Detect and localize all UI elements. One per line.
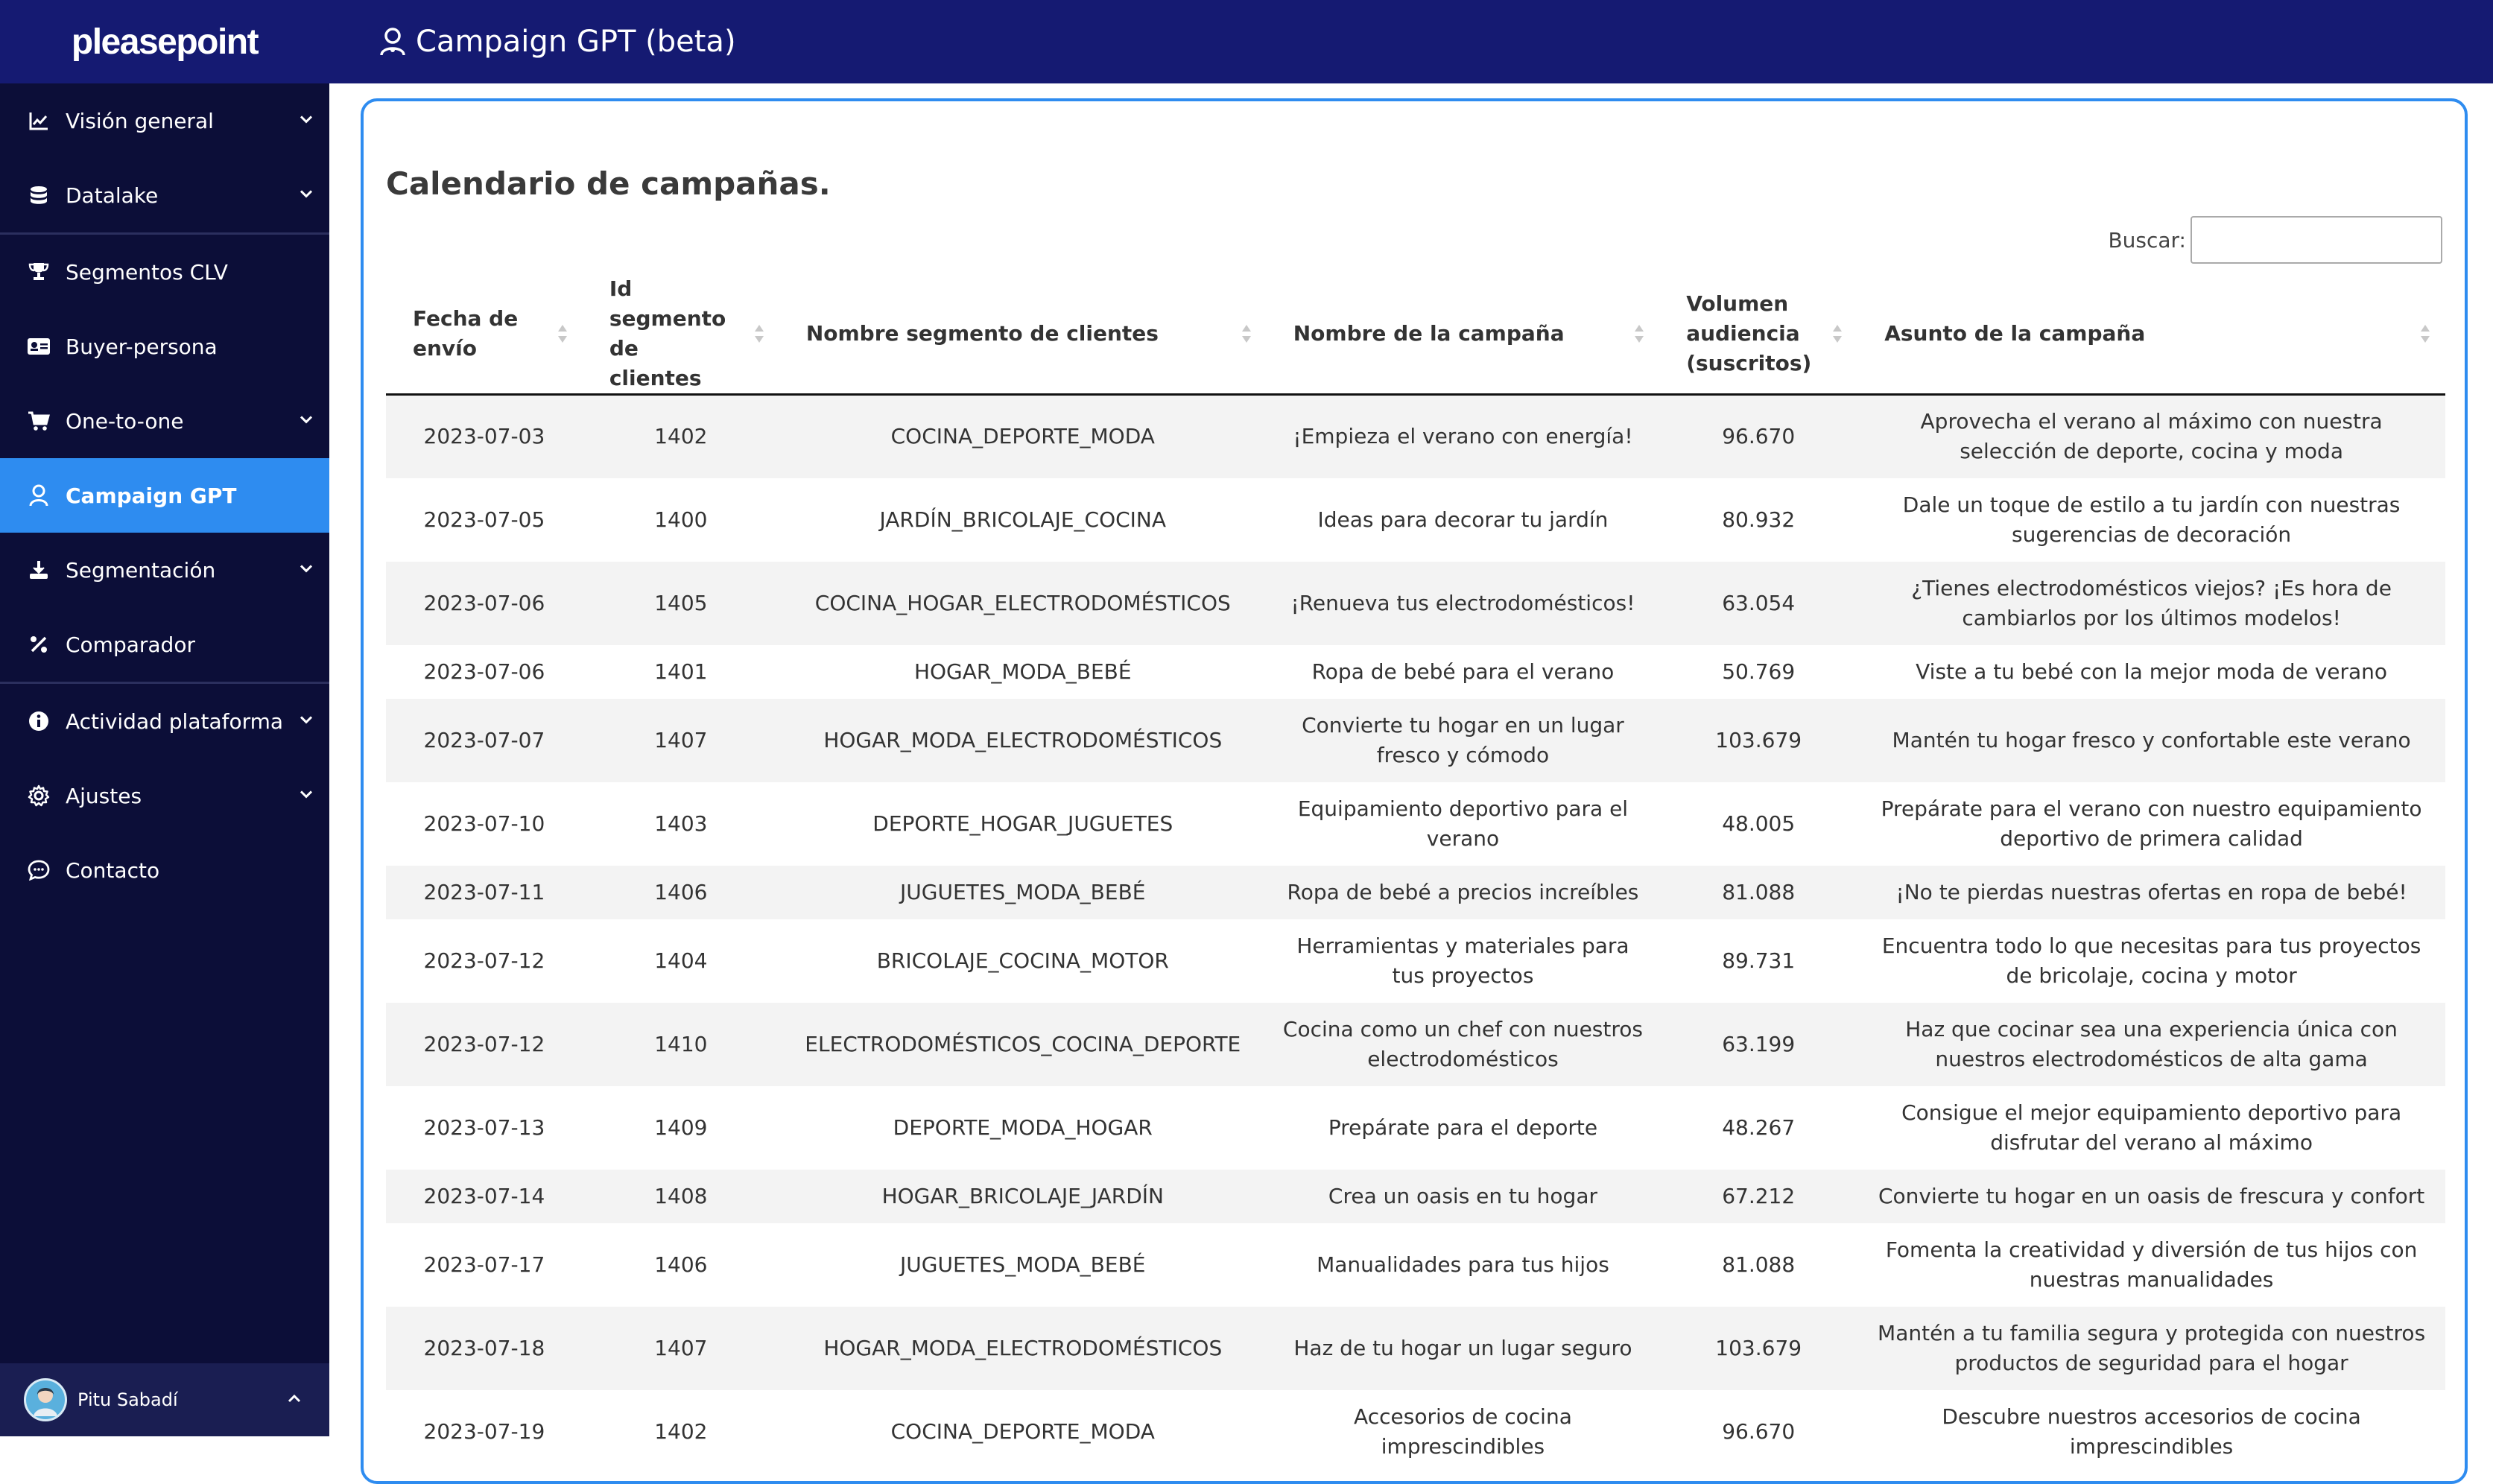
cell-id-segmento: 1406 xyxy=(654,1252,708,1277)
cell-nombre-campana: Cocina como un chef con nuestros electrodomésticos xyxy=(1282,1016,1643,1071)
trophy-icon xyxy=(25,259,52,285)
sidebar-item-datalake[interactable] xyxy=(0,158,329,232)
cell-nombre-segmento: DEPORTE_MODA_HOGAR xyxy=(893,1114,1153,1140)
sidebar-item-label: Campaign GPT xyxy=(66,483,237,508)
sidebar-item-label: Buyer-persona xyxy=(66,334,218,359)
cell-nombre-segmento: JUGUETES_MODA_BEBÉ xyxy=(900,1252,1146,1277)
table-row[interactable] xyxy=(386,1086,2445,1170)
id-card-icon xyxy=(25,333,52,360)
cell-nombre-campana: ¡Renueva tus electrodomésticos! xyxy=(1290,590,1635,615)
sidebar-item-segmentación[interactable] xyxy=(0,533,329,607)
cell-id-segmento: 1407 xyxy=(654,1335,708,1360)
chevron-down-icon[interactable] xyxy=(297,110,316,129)
cell-volumen-audiencia: 48.267 xyxy=(1722,1114,1796,1140)
cell-nombre-campana: ¡Empieza el verano con energía! xyxy=(1293,424,1633,449)
cell-fecha-envio: 2023-07-05 xyxy=(423,507,545,532)
sort-icon[interactable] xyxy=(1634,323,1644,344)
cell-volumen-audiencia: 96.670 xyxy=(1722,1418,1796,1444)
download-icon xyxy=(25,556,52,583)
cell-fecha-envio: 2023-07-03 xyxy=(423,424,545,449)
cell-id-segmento: 1410 xyxy=(654,1031,708,1056)
cell-nombre-campana: Manualidades para tus hijos xyxy=(1317,1252,1609,1277)
cell-fecha-envio: 2023-07-18 xyxy=(423,1335,545,1360)
cell-nombre-segmento: COCINA_HOGAR_ELECTRODOMÉSTICOS xyxy=(814,590,1231,615)
search-box xyxy=(2108,216,2442,264)
cell-nombre-segmento: HOGAR_BRICOLAJE_JARDÍN xyxy=(881,1183,1164,1208)
user-icon xyxy=(378,27,407,57)
col-nombre-campana-header[interactable] xyxy=(1267,274,1659,395)
cell-fecha-envio: 2023-07-19 xyxy=(423,1418,545,1444)
cell-volumen-audiencia: 63.199 xyxy=(1722,1031,1796,1056)
cell-id-segmento: 1402 xyxy=(654,424,708,449)
cell-volumen-audiencia: 81.088 xyxy=(1722,1252,1796,1277)
table-row[interactable] xyxy=(386,1223,2445,1307)
cell-nombre-campana: Convierte tu hogar en un lugar fresco y cómodo xyxy=(1302,712,1624,767)
sidebar-item-campaign-gpt[interactable] xyxy=(0,458,329,533)
chevron-down-icon[interactable] xyxy=(297,559,316,578)
chevron-down-icon[interactable] xyxy=(297,410,316,429)
cell-asunto-campana: Haz que cocinar sea una experiencia única con nuestros electrodomésticos de alta gama xyxy=(1905,1016,2398,1071)
user-name: Pitu Sabadí xyxy=(77,1389,178,1410)
sort-icon[interactable] xyxy=(1241,323,1252,344)
campaign-table xyxy=(386,274,2445,1474)
col-asunto-campana-header[interactable] xyxy=(1857,274,2445,395)
column-label: Nombre de la campaña xyxy=(1293,321,1565,346)
cell-asunto-campana: Descubre nuestros accesorios de cocina imprescindibles xyxy=(1942,1404,2361,1459)
cell-asunto-campana: ¡No te pierdas nuestras ofertas en ropa de bebé! xyxy=(1895,879,2407,904)
percent-icon xyxy=(25,631,52,658)
table-row[interactable] xyxy=(386,1003,2445,1086)
cell-nombre-campana: Crea un oasis en tu hogar xyxy=(1328,1183,1597,1208)
cell-asunto-campana: Viste a tu bebé con la mejor moda de verano xyxy=(1916,659,2388,684)
cell-id-segmento: 1407 xyxy=(654,727,708,752)
cell-asunto-campana: Fomenta la creatividad y diversión de tus hijos con nuestras manualidades xyxy=(1885,1237,2418,1292)
cell-asunto-campana: Prepárate para el verano con nuestro equipamiento deportivo de primera calidad xyxy=(1881,796,2422,851)
cell-volumen-audiencia: 96.670 xyxy=(1722,424,1796,449)
table-row[interactable] xyxy=(386,782,2445,866)
cell-fecha-envio: 2023-07-06 xyxy=(423,590,545,615)
section-title: Calendario de campañas. xyxy=(386,165,831,202)
cell-volumen-audiencia: 103.679 xyxy=(1715,727,1802,752)
sort-icon[interactable] xyxy=(1832,323,1843,344)
cell-asunto-campana: Mantén a tu familia segura y protegida con nuestros productos de seguridad para el hogar xyxy=(1878,1320,2426,1375)
sidebar-item-label: Datalake xyxy=(66,183,159,208)
table-row[interactable] xyxy=(386,478,2445,562)
sidebar-item-segmentos-clv[interactable] xyxy=(0,235,329,309)
sidebar-item-label: Ajustes xyxy=(66,783,142,808)
cell-id-segmento: 1403 xyxy=(654,811,708,836)
cell-fecha-envio: 2023-07-10 xyxy=(423,811,545,836)
table-row[interactable] xyxy=(386,395,2445,478)
cell-asunto-campana: ¿Tienes electrodomésticos viejos? ¡Es hora de cambiarlos por los últimos modelos! xyxy=(1911,575,2392,630)
column-label: Volumen audiencia (suscritos) xyxy=(1686,291,1812,375)
sidebar-item-contacto[interactable] xyxy=(0,833,329,907)
chat-icon xyxy=(25,857,52,884)
cell-asunto-campana: Consigue el mejor equipamiento deportivo para disfrutar del verano al máximo xyxy=(1901,1100,2402,1155)
cell-nombre-segmento: COCINA_DEPORTE_MODA xyxy=(890,424,1155,449)
sidebar-item-label: Actividad plataforma xyxy=(66,708,284,734)
search-input[interactable] xyxy=(2191,216,2442,264)
gear-icon xyxy=(25,782,52,809)
cell-fecha-envio: 2023-07-13 xyxy=(423,1114,545,1140)
cell-nombre-segmento: JARDÍN_BRICOLAJE_COCINA xyxy=(879,507,1167,532)
cell-nombre-campana: Haz de tu hogar un lugar seguro xyxy=(1293,1335,1632,1360)
avatar xyxy=(24,1378,67,1421)
cart-icon xyxy=(25,408,52,434)
cell-volumen-audiencia: 81.088 xyxy=(1722,879,1796,904)
table-row[interactable] xyxy=(386,1390,2445,1474)
sidebar-item-label: Contacto xyxy=(66,857,160,883)
sidebar-item-label: Segmentación xyxy=(66,557,216,583)
cell-fecha-envio: 2023-07-14 xyxy=(423,1183,545,1208)
cell-id-segmento: 1400 xyxy=(654,507,708,532)
cell-nombre-segmento: HOGAR_MODA_BEBÉ xyxy=(913,659,1132,684)
cell-volumen-audiencia: 63.054 xyxy=(1722,590,1796,615)
cell-nombre-campana: Ropa de bebé para el verano xyxy=(1311,659,1615,684)
cell-nombre-segmento: DEPORTE_HOGAR_JUGUETES xyxy=(872,811,1173,836)
cell-id-segmento: 1404 xyxy=(654,948,708,973)
sidebar-item-label: Segmentos CLV xyxy=(66,259,228,285)
sidebar-item-label: One-to-one xyxy=(66,408,184,434)
cell-nombre-campana: Prepárate para el deporte xyxy=(1328,1114,1598,1140)
cell-asunto-campana: Encuentra todo lo que necesitas para tus proyectos de bricolaje, cocina y motor xyxy=(1881,933,2421,988)
sidebar-nav xyxy=(0,83,329,907)
table-row[interactable] xyxy=(386,699,2445,782)
sidebar-item-one-to-one[interactable] xyxy=(0,384,329,458)
cell-fecha-envio: 2023-07-07 xyxy=(423,727,545,752)
cell-id-segmento: 1409 xyxy=(654,1114,708,1140)
info-icon xyxy=(25,708,52,735)
column-label: Id segmento de clientes xyxy=(609,276,726,390)
campaign-calendar-card xyxy=(361,98,2468,1484)
table-row[interactable] xyxy=(386,1307,2445,1390)
cell-asunto-campana: Dale un toque de estilo a tu jardín con nuestras sugerencias de decoración xyxy=(1902,492,2401,547)
chevron-down-icon[interactable] xyxy=(297,784,316,804)
cell-nombre-campana: Ideas para decorar tu jardín xyxy=(1317,507,1609,532)
chevron-up-icon[interactable] xyxy=(286,1390,302,1411)
page-title: Campaign GPT (beta) xyxy=(416,25,736,59)
user-icon xyxy=(25,482,52,509)
sidebar-item-visión-general[interactable] xyxy=(0,83,329,158)
cell-asunto-campana: Mantén tu hogar fresco y confortable este verano xyxy=(1892,727,2411,752)
cell-nombre-segmento: BRICOLAJE_COCINA_MOTOR xyxy=(876,948,1169,973)
cell-volumen-audiencia: 80.932 xyxy=(1722,507,1796,532)
col-volumen-audiencia-header[interactable] xyxy=(1659,274,1857,395)
cell-fecha-envio: 2023-07-11 xyxy=(423,879,545,904)
sort-icon[interactable] xyxy=(2420,323,2430,344)
cell-nombre-segmento: HOGAR_MODA_ELECTRODOMÉSTICOS xyxy=(823,727,1223,752)
sidebar xyxy=(0,0,329,1436)
table-body xyxy=(386,395,2445,1474)
sort-icon[interactable] xyxy=(754,323,764,344)
table-header-row xyxy=(386,274,2445,395)
cell-fecha-envio: 2023-07-12 xyxy=(423,1031,545,1056)
col-fecha-envio-header[interactable] xyxy=(386,274,583,395)
chevron-down-icon[interactable] xyxy=(297,710,316,729)
cell-nombre-campana: Equipamiento deportivo para el verano xyxy=(1297,796,1629,851)
sort-icon[interactable] xyxy=(557,323,568,344)
cell-id-segmento: 1406 xyxy=(654,879,708,904)
brand-logo[interactable]: pleasepoint xyxy=(0,0,329,83)
sidebar-item-ajustes[interactable] xyxy=(0,758,329,833)
col-id-segmento-header[interactable] xyxy=(583,274,779,395)
cell-id-segmento: 1408 xyxy=(654,1183,708,1208)
cell-nombre-campana: Accesorios de cocina imprescindibles xyxy=(1354,1404,1572,1459)
column-label: Asunto de la campaña xyxy=(1884,321,2146,346)
cell-nombre-segmento: COCINA_DEPORTE_MODA xyxy=(890,1418,1155,1444)
chevron-down-icon[interactable] xyxy=(297,184,316,203)
cell-fecha-envio: 2023-07-06 xyxy=(423,659,545,684)
table-row[interactable] xyxy=(386,645,2445,699)
cell-id-segmento: 1405 xyxy=(654,590,708,615)
sidebar-item-label: Comparador xyxy=(66,632,195,657)
cell-volumen-audiencia: 48.005 xyxy=(1722,811,1796,836)
cell-id-segmento: 1402 xyxy=(654,1418,708,1444)
cell-volumen-audiencia: 103.679 xyxy=(1715,1335,1802,1360)
cell-nombre-campana: Herramientas y materiales para tus proyectos xyxy=(1296,933,1629,988)
search-label: Buscar: xyxy=(2108,227,2186,253)
sidebar-item-label: Visión general xyxy=(66,108,214,133)
cell-id-segmento: 1401 xyxy=(654,659,708,684)
column-label: Nombre segmento de clientes xyxy=(805,321,1159,346)
sidebar-item-buyer-persona[interactable] xyxy=(0,309,329,384)
sidebar-item-comparador[interactable] xyxy=(0,607,329,682)
cell-fecha-envio: 2023-07-12 xyxy=(423,948,545,973)
cell-fecha-envio: 2023-07-17 xyxy=(423,1252,545,1277)
cell-volumen-audiencia: 67.212 xyxy=(1722,1183,1796,1208)
cell-asunto-campana: Convierte tu hogar en un oasis de frescura y confort xyxy=(1878,1183,2425,1208)
table-row[interactable] xyxy=(386,866,2445,919)
cell-nombre-segmento: HOGAR_MODA_ELECTRODOMÉSTICOS xyxy=(823,1335,1223,1360)
table-row[interactable] xyxy=(386,562,2445,645)
cell-nombre-segmento: JUGUETES_MODA_BEBÉ xyxy=(900,879,1146,904)
cell-nombre-campana: Ropa de bebé a precios increíbles xyxy=(1287,879,1639,904)
database-icon xyxy=(25,182,52,209)
col-nombre-segmento-header[interactable] xyxy=(779,274,1267,395)
table-row[interactable] xyxy=(386,1170,2445,1223)
sidebar-item-actividad-plataforma[interactable] xyxy=(0,684,329,758)
chart-line-icon xyxy=(25,107,52,134)
topbar xyxy=(329,0,2493,83)
table-row[interactable] xyxy=(386,919,2445,1003)
cell-asunto-campana: Aprovecha el verano al máximo con nuestra selección de deporte, cocina y moda xyxy=(1920,409,2383,464)
cell-volumen-audiencia: 50.769 xyxy=(1722,659,1796,684)
cell-nombre-segmento: ELECTRODOMÉSTICOS_COCINA_DEPORTE xyxy=(805,1031,1241,1056)
cell-volumen-audiencia: 89.731 xyxy=(1722,948,1796,973)
user-menu[interactable] xyxy=(0,1363,329,1436)
column-label: Fecha de envío xyxy=(413,306,519,361)
